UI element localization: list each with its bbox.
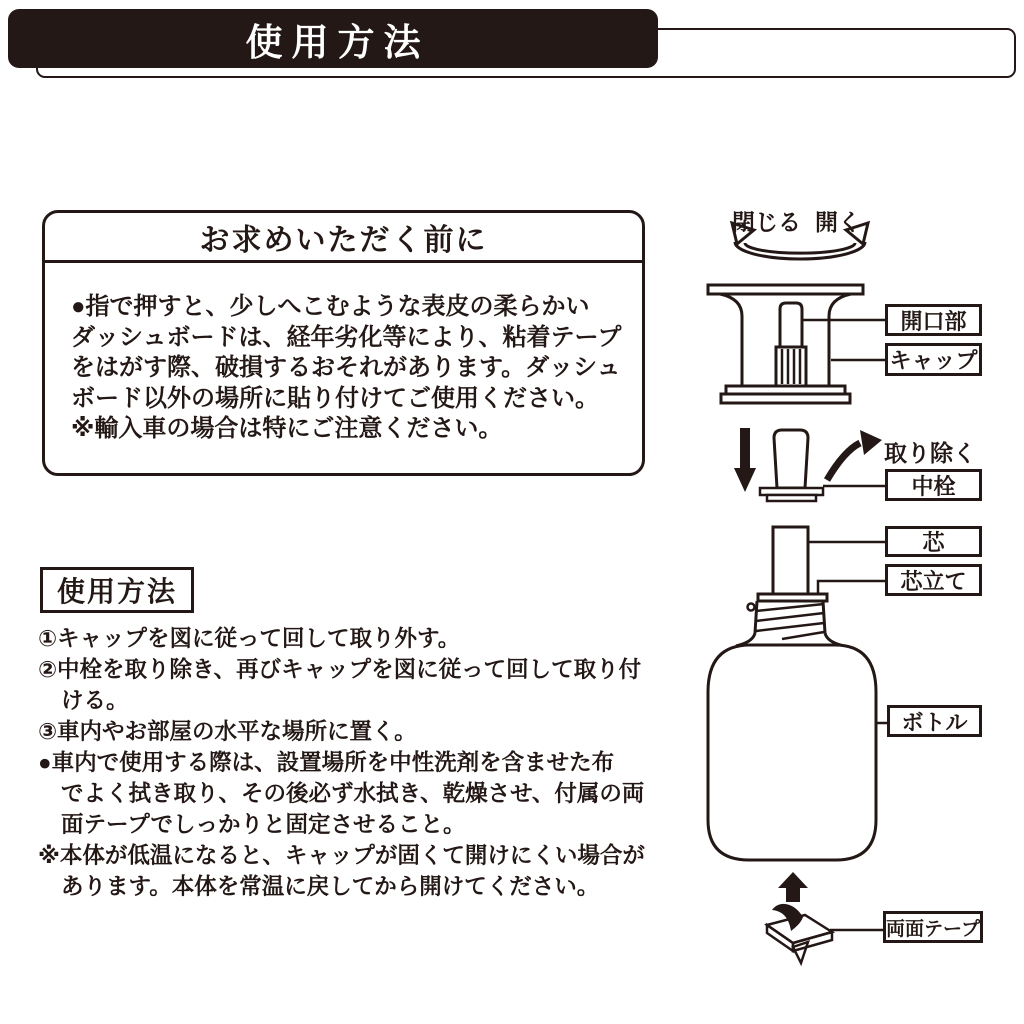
notice-line: ダッシュボードは、経年劣化等により、粘着テープ [71,323,622,351]
notice-box [42,210,645,476]
open-direction-label: 開く [815,209,861,235]
remove-arrow-icon [827,430,882,480]
bottle-diagram [708,527,889,860]
close-direction-label: 閉じる [732,209,801,235]
usage-section-title-box [40,567,194,613]
notice-line: をはがす際、破損するおそれがあります。ダッシュ [71,354,621,381]
page-title: 使用方法 [245,21,430,63]
instruction-line: ける。 [61,688,129,713]
instruction-line: ●車内で使用する際は、設置場所を中性洗剤を含ませた布 [38,750,615,775]
wick-rod [773,527,808,594]
tape-diagram [767,872,885,963]
rotation-arrows-icon [732,223,868,259]
notice-line: ※輸入車の場合は特にご注意ください。 [71,415,503,442]
instruction-line: 面テープでしっかりと固定させること。 [61,812,466,837]
notice-line: ボード以外の場所に貼り付けてご使用ください。 [71,384,599,412]
instruction-line: あります。本体を常温に戻してから開けてください。 [61,874,600,899]
notice-title: お求めいただく前に [45,213,642,263]
instruction-line: ※本体が低温になると、キャップが固くて開けにくい場合が [38,843,645,868]
tape-peel-flap [772,904,803,931]
bottle-body [708,645,876,860]
remove-label: 取り除く [884,440,976,466]
notice-body [45,263,642,445]
instruction-line: でよく拭き取り、その後必ず水拭き、乾燥させ、付属の両 [61,781,645,806]
usage-instructions [38,623,698,902]
instruction-line: ②中栓を取り除き、再びキャップを図に従って回して取り付 [38,657,642,682]
instruction-line: ①キャップを図に従って回して取り外す。 [38,626,461,651]
callout-box-bottle: ボトル [887,705,982,737]
cap-diagram [708,285,887,403]
down-arrow-icon [734,428,756,492]
up-arrow-icon [778,872,808,902]
notice-line: ●指で押すと、少しへこむような表皮の柔らかい [71,293,590,320]
usage-section-title: 使用方法 [56,576,177,607]
header-title-banner [8,9,658,68]
callout-box-opening: 開口部 [885,304,982,336]
instruction-line: ③車内やお部屋の水平な場所に置く。 [38,719,417,744]
parts-diagram [690,190,1024,1024]
callout-box-wick-stand: 芯立て [885,564,982,596]
wick-stand-plate [758,594,827,601]
wick-in-cap [780,303,802,347]
callout-box-inner-plug: 中栓 [885,469,982,501]
callout-box-wick: 芯 [885,526,982,557]
callout-line-wick-stand [818,581,887,594]
callout-box-cap: キャップ [885,343,982,376]
callout-box-tape: 両面テープ [883,911,983,943]
inner-plug-diagram [734,428,887,501]
